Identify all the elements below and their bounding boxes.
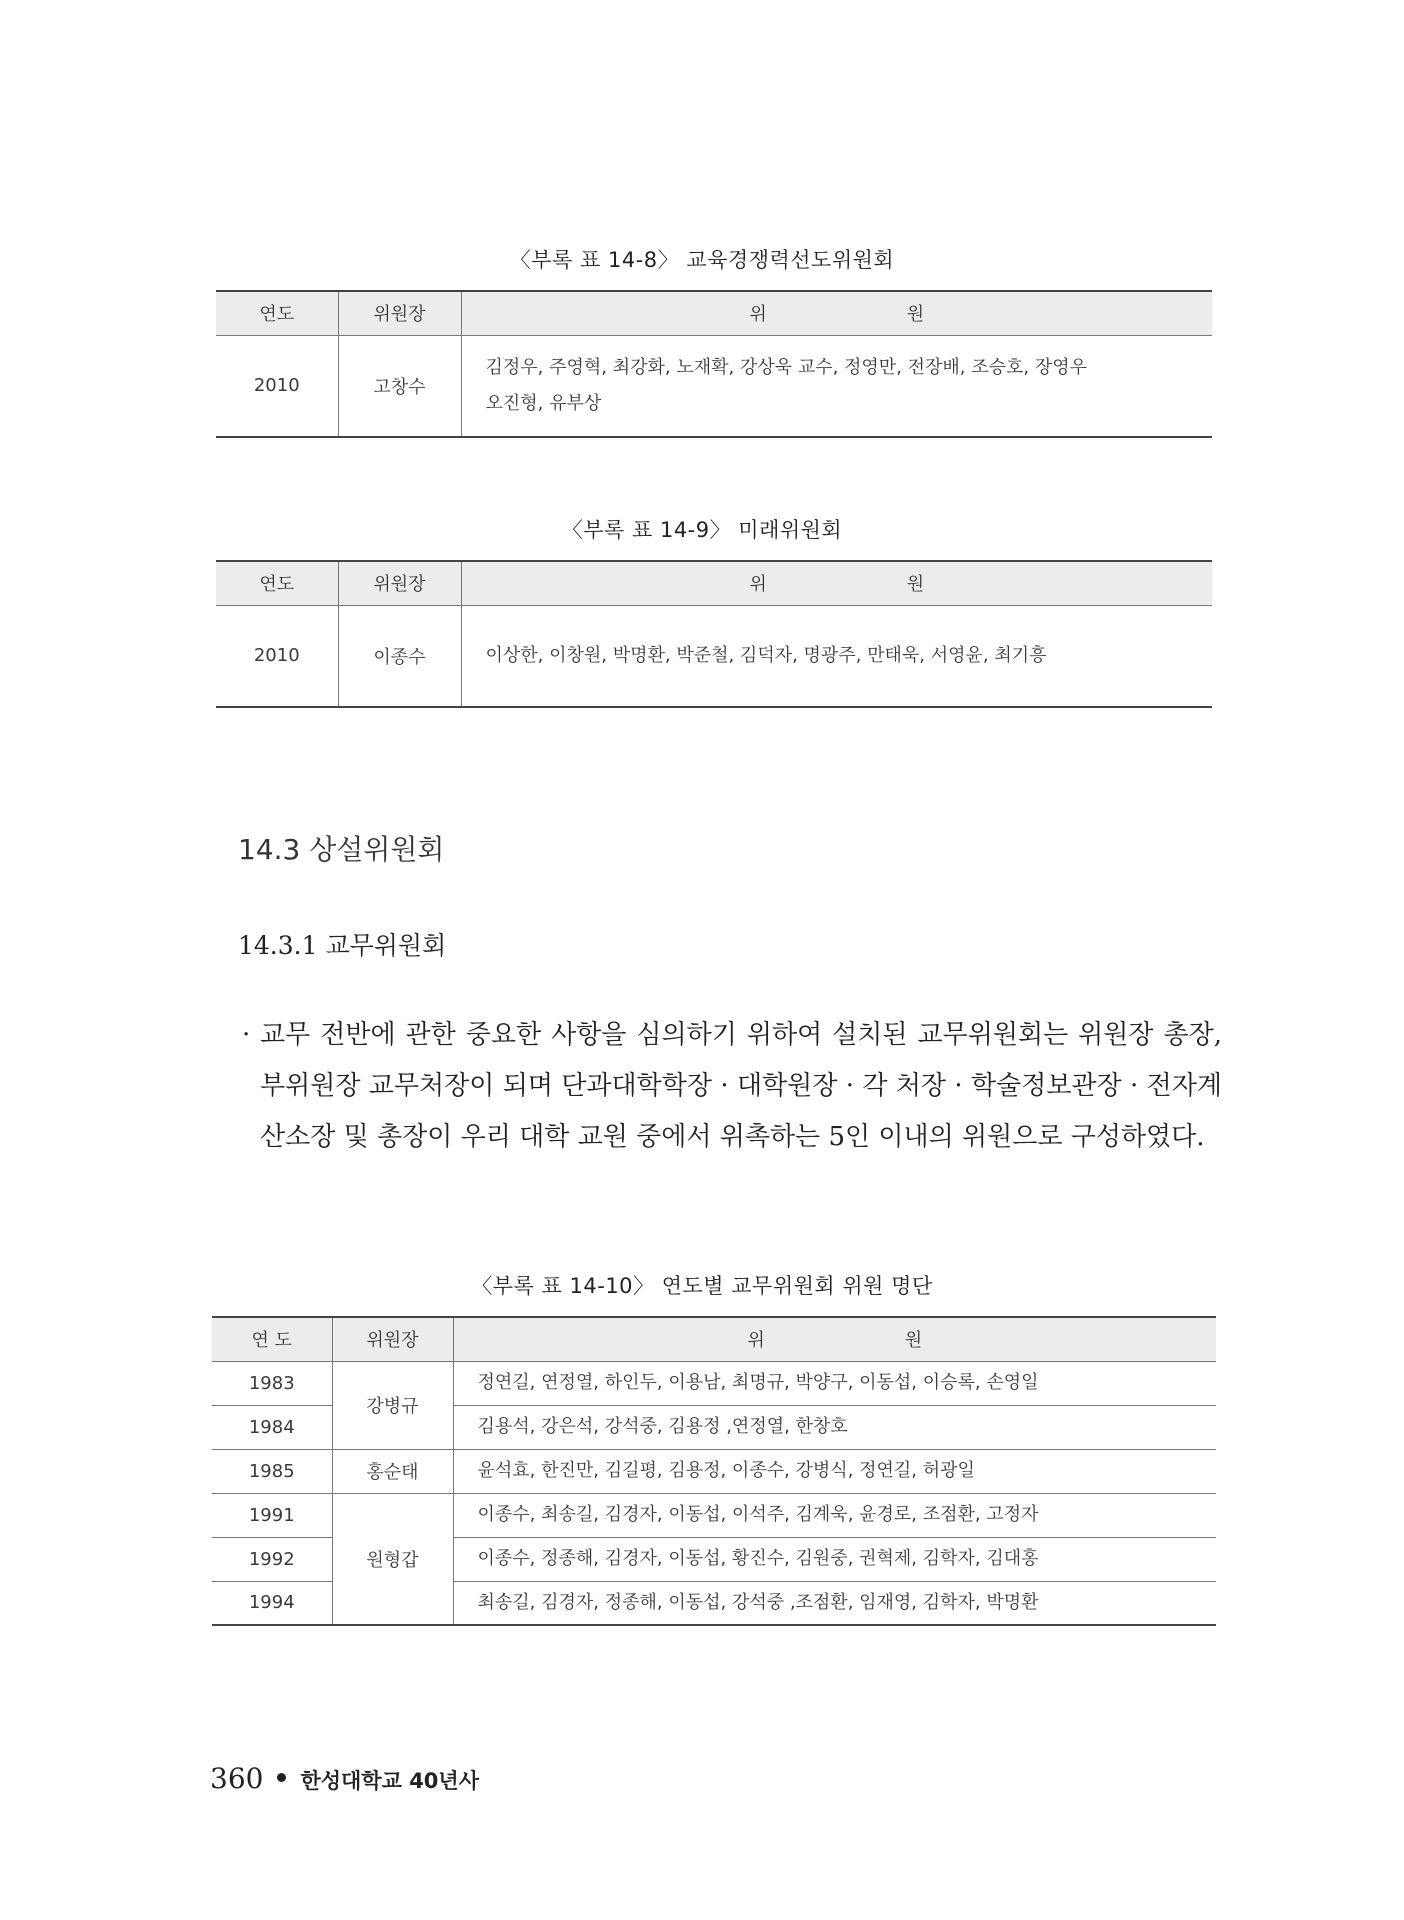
header-chair: 위원장 [338, 291, 461, 335]
header-members: 위 원 [461, 561, 1212, 605]
committee-table [216, 290, 1212, 438]
paragraph-text: 교무 전반에 관한 중요한 사항을 심의하기 위하여 설치된 교무위원회는 위원장 총장, 부위원장 교무처장이 되며 단과대학학장 · 대학원장 · 각 처장 · 학술정보관장 · 전자계산소장 및 총장이 우리 대학 교원 중에서 위촉하는 5인 이내의 위원으로 구성하였다. [260, 1020, 1222, 1152]
members-cell: 이상한, 이창원, 박명환, 박준철, 김덕자, 명광주, 만태욱, 서영윤, 최기흥 [461, 605, 1212, 707]
chair-cell: 강병규 [332, 1361, 453, 1449]
chair-cell: 홍순태 [332, 1449, 453, 1493]
header-year: 연도 [216, 291, 338, 335]
subsection-title: 14.3.1 교무위원회 [238, 931, 447, 960]
chair-cell: 고창수 [338, 335, 461, 437]
committee-table [216, 560, 1212, 708]
year-cell: 1984 [212, 1405, 332, 1449]
members-cell: 최송길, 김경자, 정종해, 이동섭, 강석중 ,조점환, 임재영, 김학자, 박명환 [453, 1581, 1216, 1625]
year-cell: 1985 [212, 1449, 332, 1493]
bullet: · [242, 1020, 251, 1050]
table-row [216, 335, 1212, 437]
year-cell: 1994 [212, 1581, 332, 1625]
members-cell: 이종수, 최송길, 김경자, 이동섭, 이석주, 김계욱, 윤경로, 조점환, 고정자 [453, 1493, 1216, 1537]
year-cell: 1992 [212, 1537, 332, 1581]
table-caption: 〈부록 표 14-9〉 미래위원회 [561, 518, 843, 542]
chair-cell: 원형갑 [332, 1493, 453, 1625]
table-caption: 〈부록 표 14-10〉 연도별 교무위원회 위원 명단 [471, 1274, 933, 1298]
committee-table [212, 1316, 1216, 1626]
body-paragraph [242, 1010, 1222, 1163]
table-row [216, 605, 1212, 707]
header-year: 연 도 [212, 1317, 332, 1361]
bullet-dot-icon [277, 1773, 286, 1782]
header-chair: 위원장 [338, 561, 461, 605]
chair-cell: 이종수 [338, 605, 461, 707]
header-chair: 위원장 [332, 1317, 453, 1361]
book-title: 한성대학교 40년사 [300, 1769, 479, 1793]
year-cell: 2010 [216, 605, 338, 707]
section-title: 14.3 상설위원회 [238, 833, 445, 866]
members-cell: 김용석, 강은석, 강석중, 김용정 ,연정열, 한창호 [453, 1405, 1216, 1449]
page-footer [210, 1762, 479, 1795]
page-number: 360 [210, 1762, 264, 1795]
year-cell: 1991 [212, 1493, 332, 1537]
year-cell: 1983 [212, 1361, 332, 1405]
members-cell: 정연길, 연정열, 하인두, 이용남, 최명규, 박양구, 이동섭, 이승록, 손영일 [453, 1361, 1216, 1405]
table-caption: 〈부록 표 14-8〉 교육경쟁력선도위원회 [509, 248, 895, 272]
header-members: 위 원 [453, 1317, 1216, 1361]
members-cell: 이종수, 정종해, 김경자, 이동섭, 황진수, 김원중, 권혁제, 김학자, 김대홍 [453, 1537, 1216, 1581]
year-cell: 2010 [216, 335, 338, 437]
header-members: 위 원 [461, 291, 1212, 335]
header-year: 연도 [216, 561, 338, 605]
table-row [212, 1361, 1216, 1405]
table-row [212, 1493, 1216, 1537]
members-cell: 윤석효, 한진만, 김길평, 김용정, 이종수, 강병식, 정연길, 허광일 [453, 1449, 1216, 1493]
members-cell: 김정우, 주영혁, 최강화, 노재확, 강상욱 교수, 정영만, 전장배, 조승호, 장영우 오진형, 유부상 [461, 335, 1212, 437]
table-row [212, 1449, 1216, 1493]
